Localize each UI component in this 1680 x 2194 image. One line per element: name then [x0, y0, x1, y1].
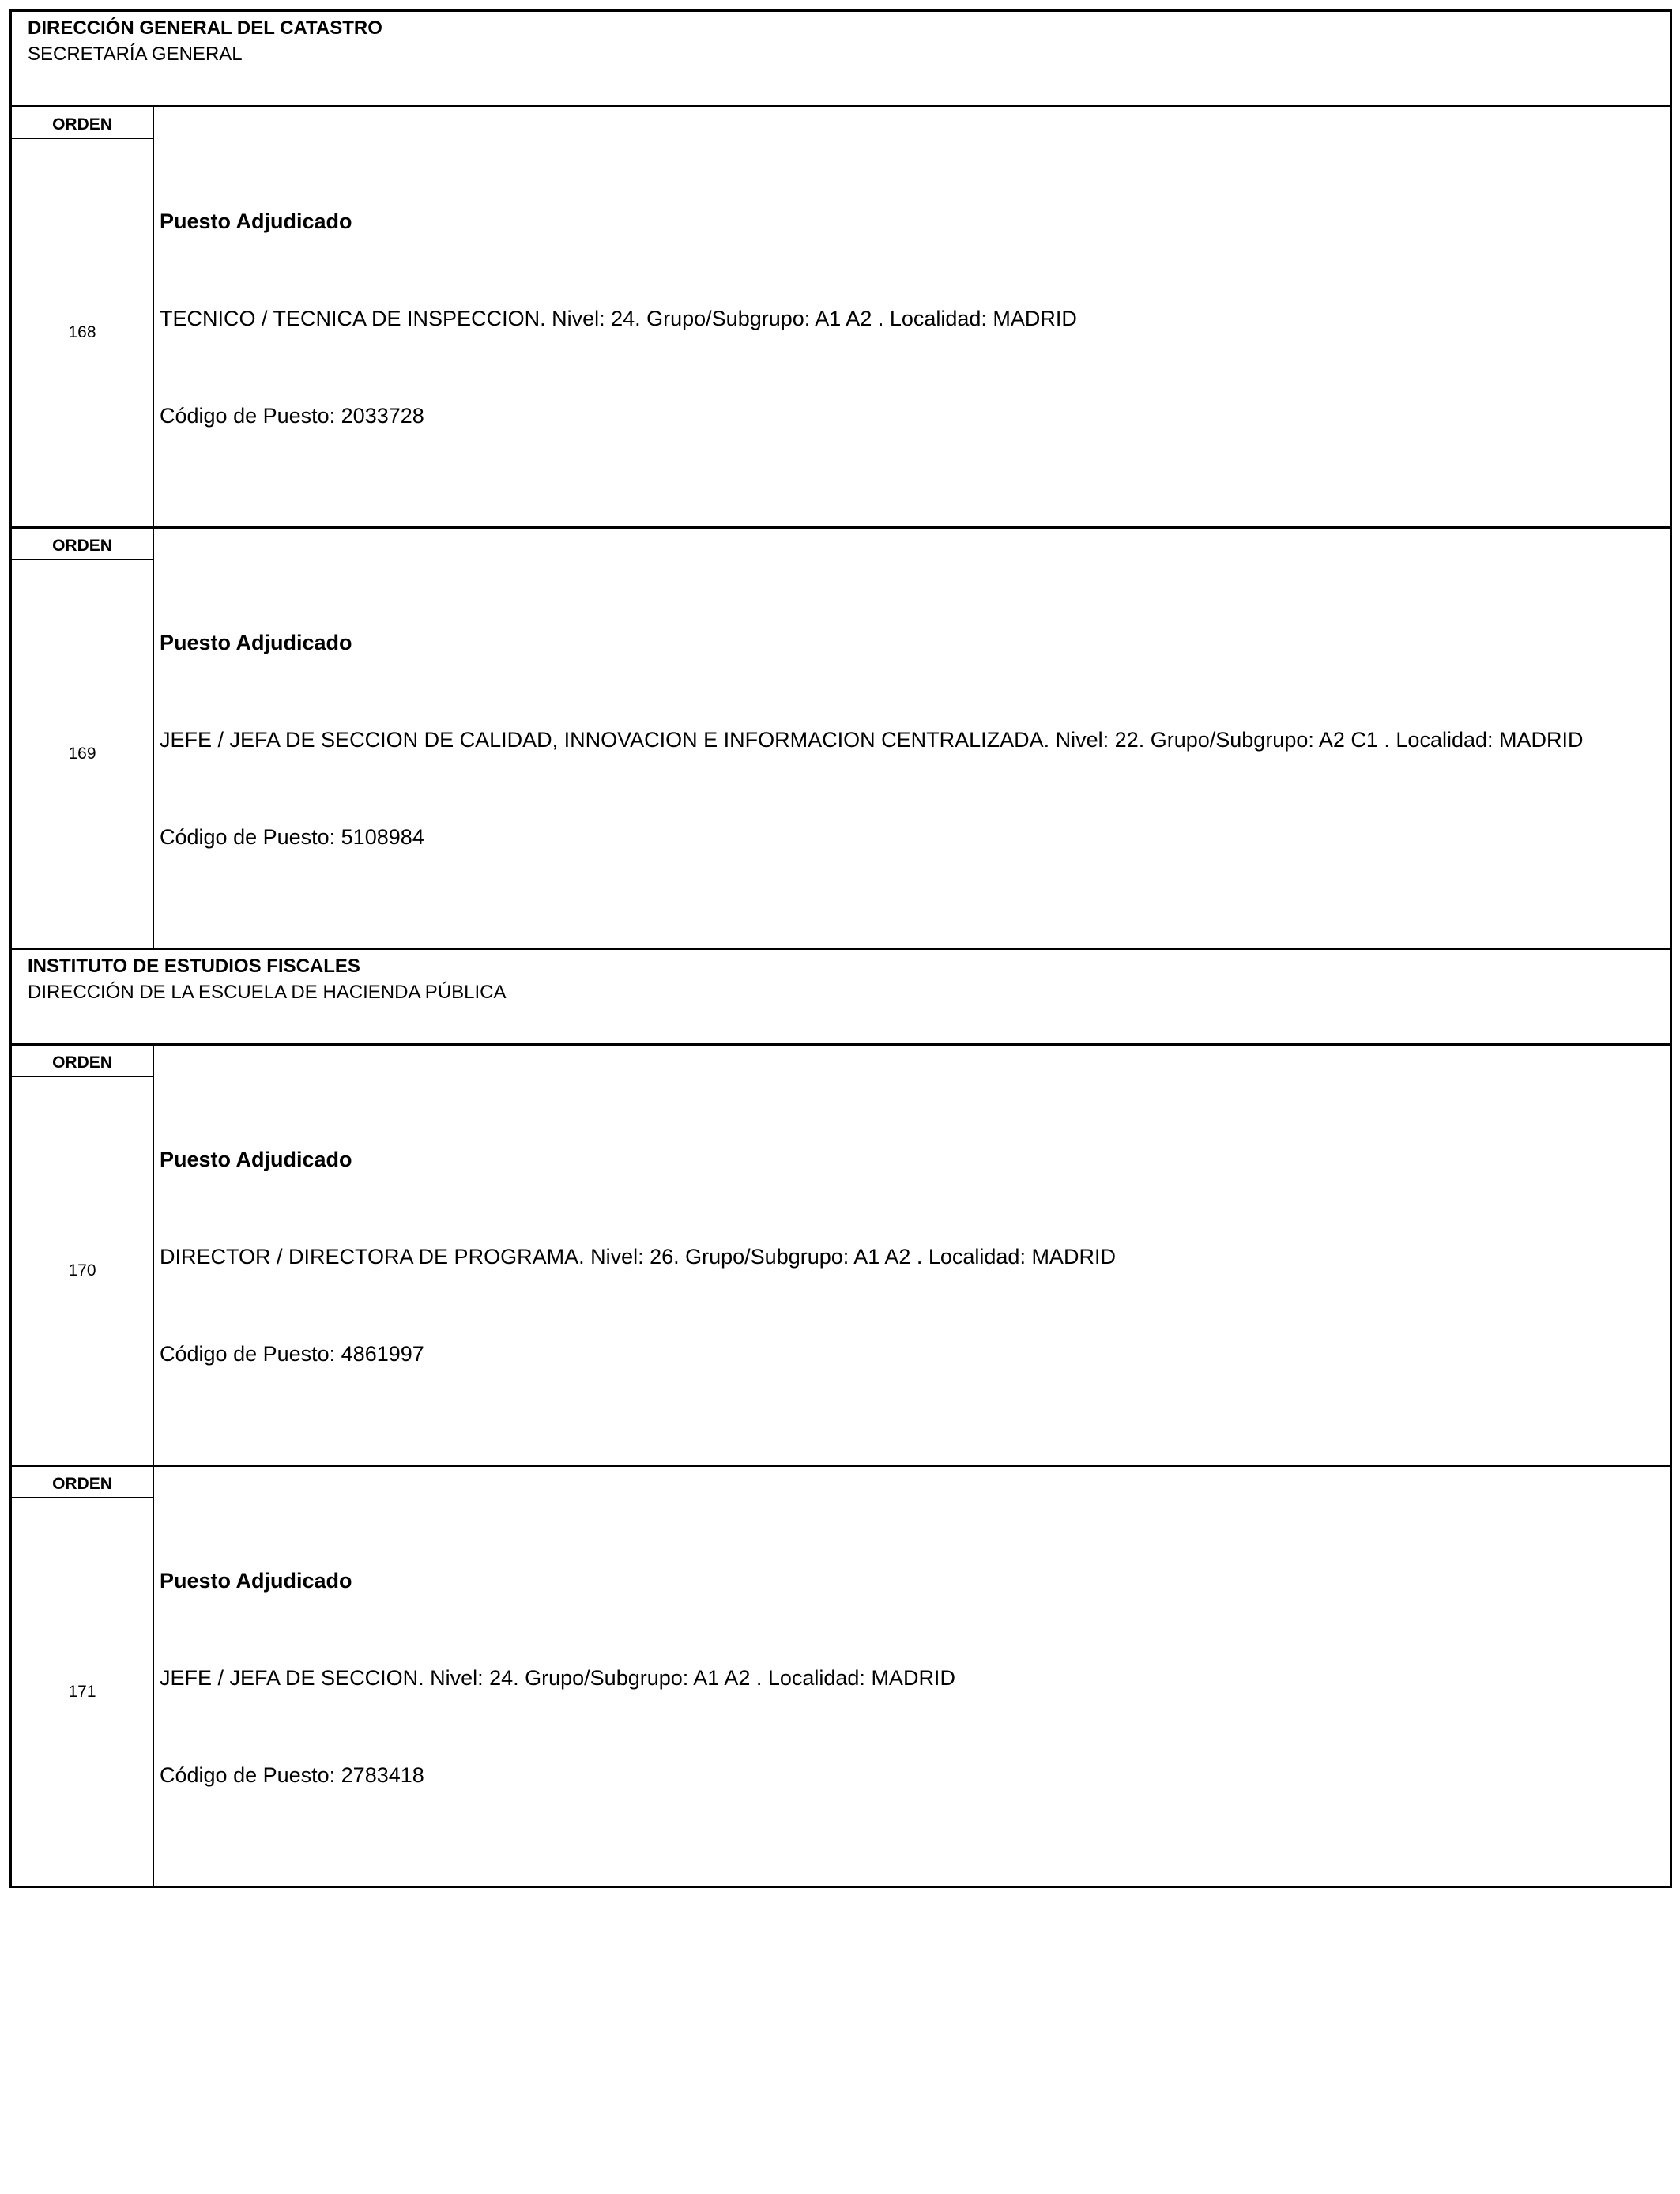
- document-table: [9, 9, 1672, 1888]
- orden-column: [12, 529, 154, 948]
- adjudicado-title: Puesto Adjudicado: [160, 1148, 352, 1171]
- orden-number: 171: [68, 1683, 96, 1701]
- adjudicado-title: Puesto Adjudicado: [160, 209, 352, 233]
- adjudicado-desc: JEFE / JEFA DE SECCION DE CALIDAD, INNOVACION E INFORMACION CENTRALIZADA. Nivel: 22. Grupo/Subgrupo: A2 C1 . Localidad: MADRID: [160, 728, 1584, 752]
- orden-header: ORDEN: [12, 1467, 153, 1498]
- codigo-puesto: Código de Puesto: 2033728: [160, 404, 424, 428]
- entry-content: [154, 529, 1670, 948]
- orden-number: 168: [68, 323, 96, 341]
- entry-content: [154, 1046, 1670, 1465]
- orden-column: [12, 1467, 154, 1886]
- org-unit: SECRETARÍA GENERAL: [28, 43, 243, 65]
- entry-row: [9, 105, 1672, 526]
- org-unit: DIRECCIÓN DE LA ESCUELA DE HACIENDA PÚBLICA: [28, 982, 507, 1003]
- entry-content: [154, 1467, 1670, 1886]
- orden-column: [12, 1046, 154, 1465]
- orden-number: 169: [68, 745, 96, 763]
- adjudicado-desc: JEFE / JEFA DE SECCION. Nivel: 24. Grupo/Subgrupo: A1 A2 . Localidad: MADRID: [160, 1666, 955, 1690]
- org-header: [9, 948, 1672, 1043]
- orden-header: ORDEN: [12, 1046, 153, 1077]
- org-name: DIRECCIÓN GENERAL DEL CATASTRO: [28, 17, 382, 39]
- codigo-puesto: Código de Puesto: 5108984: [160, 825, 424, 849]
- codigo-puesto: Código de Puesto: 4861997: [160, 1342, 424, 1366]
- adjudicado-desc: DIRECTOR / DIRECTORA DE PROGRAMA. Nivel: 26. Grupo/Subgrupo: A1 A2 . Localidad: MADRID: [160, 1245, 1116, 1269]
- adjudicado-title: Puesto Adjudicado: [160, 1569, 352, 1593]
- entry-content: [154, 107, 1670, 526]
- adjudicado-desc: TECNICO / TECNICA DE INSPECCION. Nivel: 24. Grupo/Subgrupo: A1 A2 . Localidad: MADRID: [160, 307, 1077, 330]
- org-name: INSTITUTO DE ESTUDIOS FISCALES: [28, 956, 360, 977]
- orden-column: [12, 107, 154, 526]
- orden-header: ORDEN: [12, 107, 153, 139]
- entry-row: [9, 526, 1672, 948]
- entry-row: [9, 1043, 1672, 1465]
- org-header: [9, 9, 1672, 105]
- orden-header: ORDEN: [12, 529, 153, 560]
- entry-row: [9, 1465, 1672, 1888]
- codigo-puesto: Código de Puesto: 2783418: [160, 1763, 424, 1787]
- adjudicado-title: Puesto Adjudicado: [160, 631, 352, 654]
- orden-number: 170: [68, 1261, 96, 1280]
